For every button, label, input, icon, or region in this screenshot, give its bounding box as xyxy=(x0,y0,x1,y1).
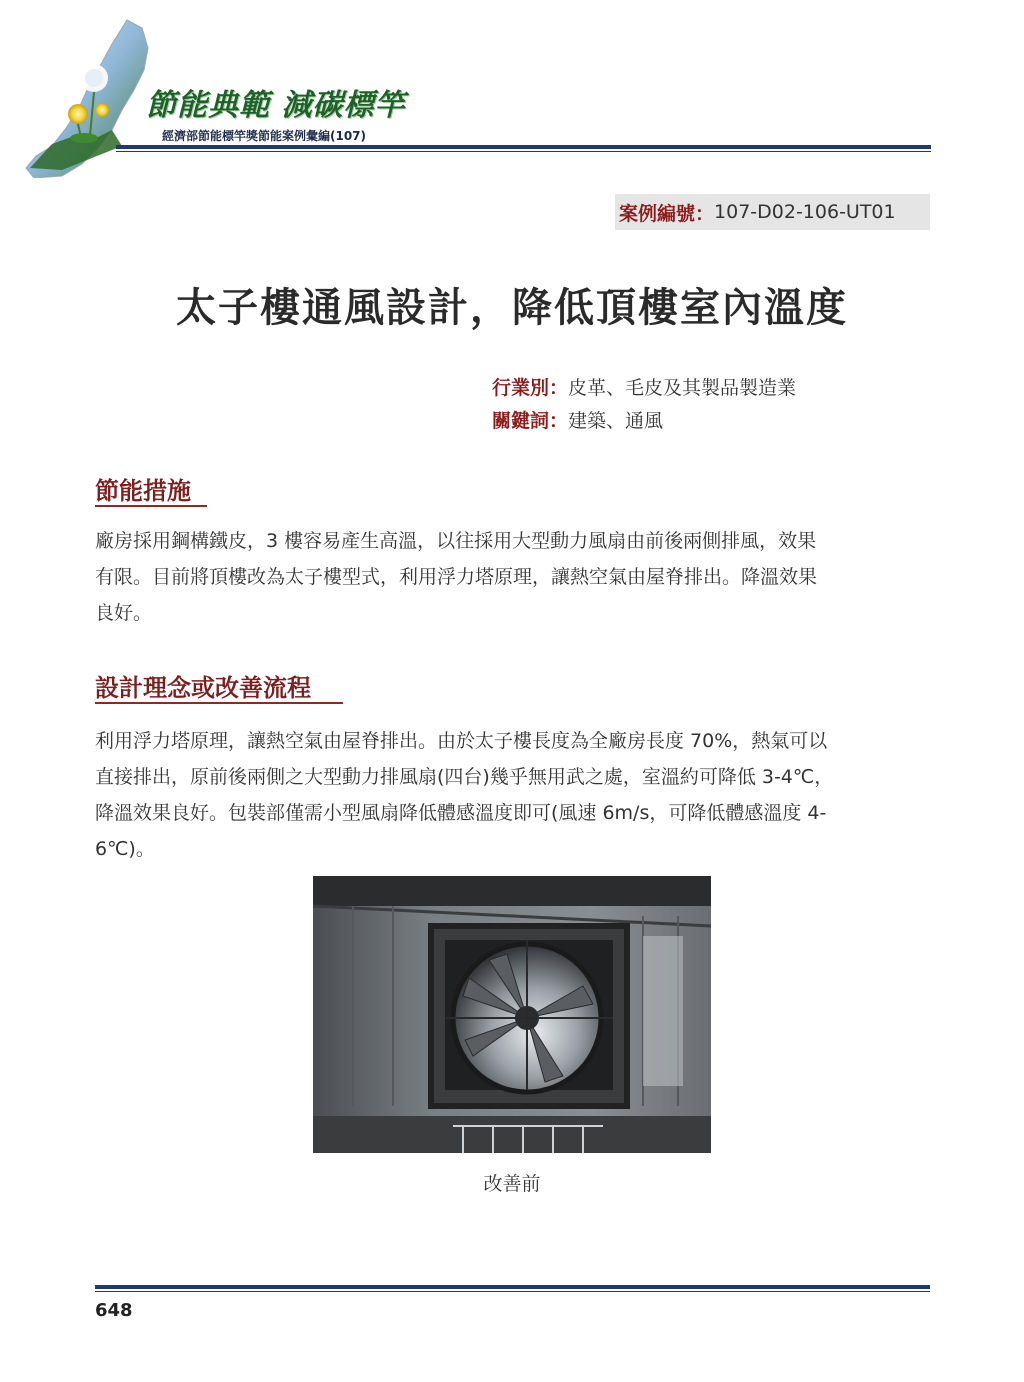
section-heading-design: 設計理念或改善流程 xyxy=(95,674,311,702)
industry-label: 行業別： xyxy=(492,377,569,399)
paragraph-line: 直接排出，原前後兩側之大型動力排風扇(四台)幾乎無用武之處，室溫約可降低 3-4℃， xyxy=(95,766,834,788)
keywords-row xyxy=(492,406,663,433)
keywords-value: 建築、通風 xyxy=(568,410,664,432)
section-underline xyxy=(95,505,207,507)
paragraph-line: 降溫效果良好。包裝部僅需小型風扇降低體感溫度即可(風速 6m/s，可降低體感溫度 4- xyxy=(95,802,827,824)
brand-subtitle: 經濟部節能標竿獎節能案例彙編(107) xyxy=(162,129,367,143)
header-divider xyxy=(116,145,931,149)
industry-value: 皮革、毛皮及其製品製造業 xyxy=(568,377,797,399)
case-number-value: 107-D02-106-UT01 xyxy=(714,201,896,223)
exhaust-fan-photo xyxy=(313,876,711,1153)
keywords-label: 關鍵詞： xyxy=(492,410,569,432)
paragraph-line: 廠房採用鋼構鐵皮，3 樓容易產生高溫，以往採用大型動力風扇由前後兩側排風，效果 xyxy=(95,530,817,552)
industry-row xyxy=(492,373,796,400)
footer-divider-thin xyxy=(95,1291,930,1292)
case-number-box xyxy=(615,194,930,230)
section-heading-measures: 節能措施 xyxy=(95,477,191,505)
header-divider-thin xyxy=(116,151,931,152)
page-number: 648 xyxy=(95,1300,133,1321)
section-body-measures xyxy=(95,523,930,631)
footer-divider xyxy=(95,1285,930,1289)
paragraph-line: 利用浮力塔原理，讓熱空氣由屋脊排出。由於太子樓長度為全廠房長度 70%，熱氣可以 xyxy=(95,730,828,752)
paragraph-line: 6℃)。 xyxy=(95,838,155,860)
paragraph-line: 良好。 xyxy=(95,602,153,624)
paragraph-line: 有限。目前將頂樓改為太子樓型式，利用浮力塔原理，讓熱空氣由屋脊排出。降溫效果 xyxy=(95,566,818,588)
section-underline xyxy=(95,702,343,704)
brand-title: 節能典範 減碳標竿 xyxy=(146,88,406,123)
case-number-label: 案例編號： xyxy=(619,202,715,225)
photo-caption: 改善前 xyxy=(483,1173,541,1195)
section-body-design xyxy=(95,723,930,867)
page-title: 太子樓通風設計，降低頂樓室內溫度 xyxy=(176,285,848,331)
